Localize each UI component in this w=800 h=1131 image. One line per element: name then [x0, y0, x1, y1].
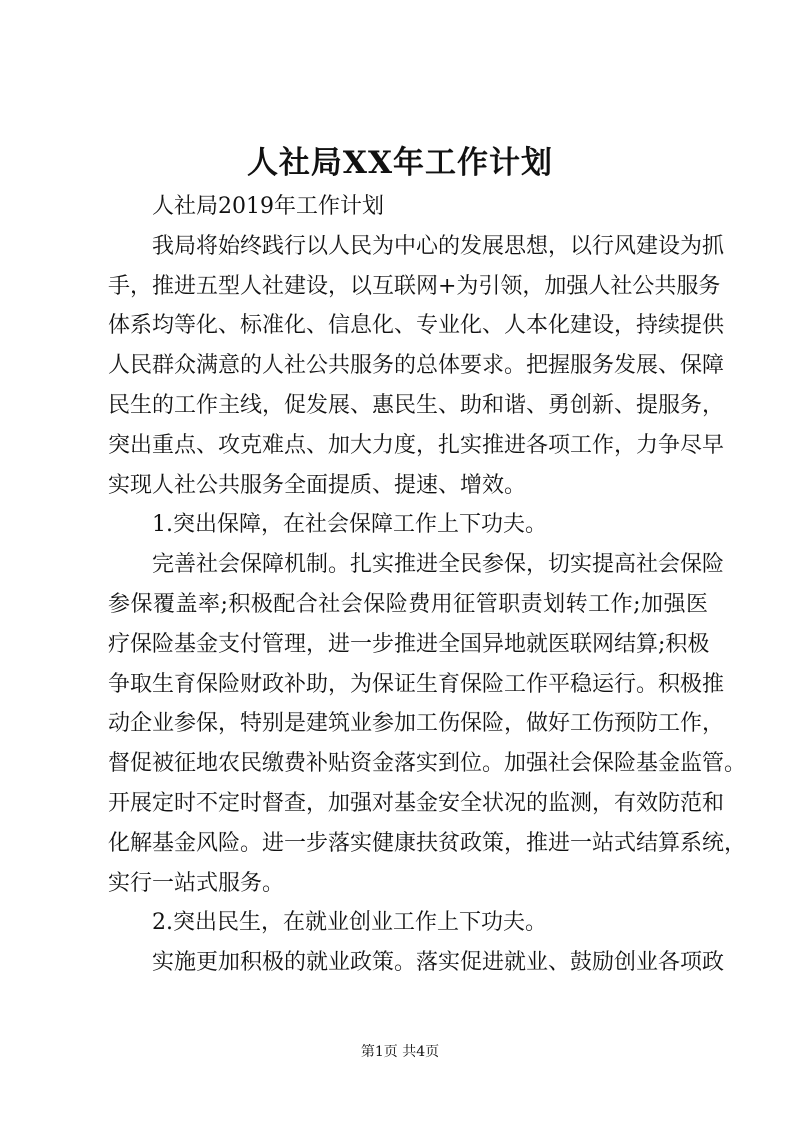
body-line: 人民群众满意的人社公共服务的总体要求。把握服务发展、保障: [108, 353, 725, 379]
body-line: 体系均等化、标准化、信息化、专业化、人本化建设，持续提供: [108, 313, 725, 339]
body-line: 争取生育保险财政补助，为保证生育保险工作平稳运行。积极推: [108, 671, 725, 697]
body-line: 实施更加积极的就业政策。落实促进就业、鼓励创业各项政: [152, 950, 725, 976]
body-line: 实行一站式服务。: [108, 870, 285, 896]
body-line: 手，推进五型人社建设，以互联网+为引领，加强人社公共服务: [108, 273, 721, 299]
section-heading: 2.突出民生，在就业创业工作上下功夫。: [152, 910, 547, 936]
page-footer: 第1页 共4页: [360, 1044, 440, 1060]
body-line: 参保覆盖率;积极配合社会保险费用征管职责划转工作;加强医: [108, 591, 708, 617]
body-line: 民生的工作主线，促发展、惠民生、助和谐、勇创新、提服务，: [108, 392, 725, 418]
body-line: 突出重点、攻克难点、加大力度，扎实推进各项工作，力争尽早: [108, 432, 725, 458]
body-line: 督促被征地农民缴费补贴资金落实到位。加强社会保险基金监管。: [108, 751, 747, 777]
body-line: 开展定时不定时督查，加强对基金安全状况的监测，有效防范和: [108, 790, 725, 816]
subtitle-line: 人社局2019年工作计划: [152, 194, 384, 219]
document-body: [108, 187, 747, 983]
section-heading: 1.突出保障，在社会保障工作上下功夫。: [152, 512, 547, 538]
body-line: 疗保险基金支付管理，进一步推进全国异地就医联网结算;积极: [108, 631, 710, 657]
body-line: 化解基金风险。进一步落实健康扶贫政策，推进一站式结算系统，: [108, 830, 747, 856]
document-title: 人社局XX年工作计划: [246, 145, 554, 181]
body-line: 动企业参保，特别是建筑业参加工伤保险，做好工伤预防工作，: [108, 711, 725, 737]
body-line: 我局将始终践行以人民为中心的发展思想，以行风建设为抓: [152, 233, 725, 259]
body-line: 实现人社公共服务全面提质、提速、增效。: [108, 472, 527, 498]
body-line: 完善社会保障机制。扎实推进全民参保，切实提高社会保险: [152, 552, 725, 578]
